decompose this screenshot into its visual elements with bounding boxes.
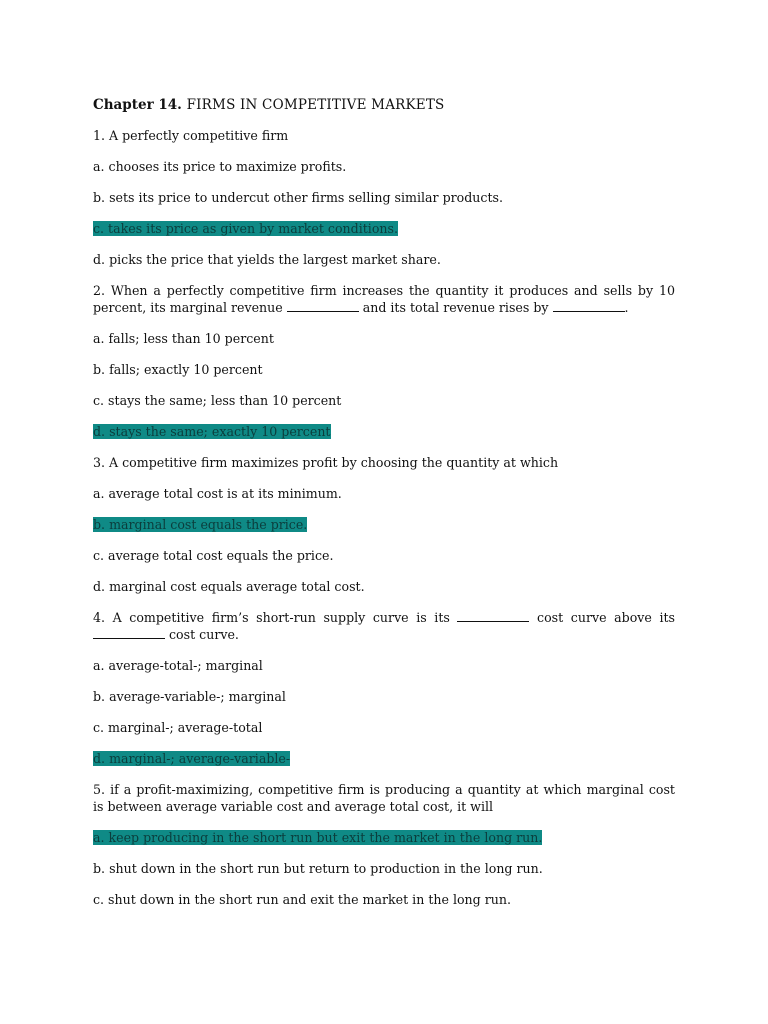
question-3-option-a: a. average total cost is at its minimum. bbox=[93, 486, 342, 501]
question-2-stem: 2. When a perfectly competitive firm increases the quantity it produces and sells by 10 percent, its marginal revenue and its total revenue rises by . bbox=[93, 283, 675, 315]
answer-highlight: c. takes its price as given by market conditions. bbox=[93, 221, 398, 236]
chapter-subject: FIRMS IN COMPETITIVE MARKETS bbox=[186, 97, 445, 113]
question-4-option-b: b. average-variable-; marginal bbox=[93, 689, 286, 704]
question-2-option-d-answer bbox=[93, 423, 675, 440]
question-1-stem: 1. A perfectly competitive firm bbox=[93, 128, 289, 143]
question-5-stem: 5. if a profit-maximizing, competitive firm is producing a quantity at which marginal cost is between average variable cost and average total cost, it will bbox=[93, 782, 675, 814]
answer-highlight: d. marginal-; average-variable- bbox=[93, 751, 291, 766]
question-3-option-d: d. marginal cost equals average total cost. bbox=[93, 579, 365, 594]
answer-blank bbox=[93, 627, 165, 639]
question-3-stem: 3. A competitive firm maximizes profit by choosing the quantity at which bbox=[93, 455, 559, 470]
question-1-option-c-answer bbox=[93, 220, 675, 237]
answer-blank bbox=[287, 300, 359, 312]
question-4-option-a: a. average-total-; marginal bbox=[93, 658, 263, 673]
question-5-option-c: c. shut down in the short run and exit the market in the long run. bbox=[93, 892, 511, 907]
question-5-option-b: b. shut down in the short run but return to production in the long run. bbox=[93, 861, 543, 876]
chapter-title bbox=[93, 96, 675, 114]
answer-blank bbox=[553, 300, 625, 312]
question-3-option-c: c. average total cost equals the price. bbox=[93, 548, 334, 563]
document-page bbox=[93, 96, 675, 922]
question-2-option-c: c. stays the same; less than 10 percent bbox=[93, 393, 342, 408]
question-1-option-d: d. picks the price that yields the largest market share. bbox=[93, 252, 441, 267]
answer-blank bbox=[457, 610, 529, 622]
answer-highlight: a. keep producing in the short run but exit the market in the long run. bbox=[93, 830, 543, 845]
question-3-option-b-answer bbox=[93, 516, 675, 533]
question-4-stem: 4. A competitive firm’s short-run supply curve is its cost curve above its cost curve. bbox=[93, 610, 675, 642]
question-1-option-b: b. sets its price to undercut other firms selling similar products. bbox=[93, 190, 503, 205]
question-2-option-b: b. falls; exactly 10 percent bbox=[93, 362, 263, 377]
question-4-option-c: c. marginal-; average-total bbox=[93, 720, 263, 735]
question-4-option-d-answer bbox=[93, 750, 675, 767]
chapter-number: Chapter 14. bbox=[93, 97, 182, 113]
question-5-option-a-answer bbox=[93, 829, 675, 846]
question-2-option-a: a. falls; less than 10 percent bbox=[93, 331, 274, 346]
answer-highlight: b. marginal cost equals the price. bbox=[93, 517, 308, 532]
question-1-option-a: a. chooses its price to maximize profits. bbox=[93, 159, 347, 174]
answer-highlight: d. stays the same; exactly 10 percent bbox=[93, 424, 331, 439]
